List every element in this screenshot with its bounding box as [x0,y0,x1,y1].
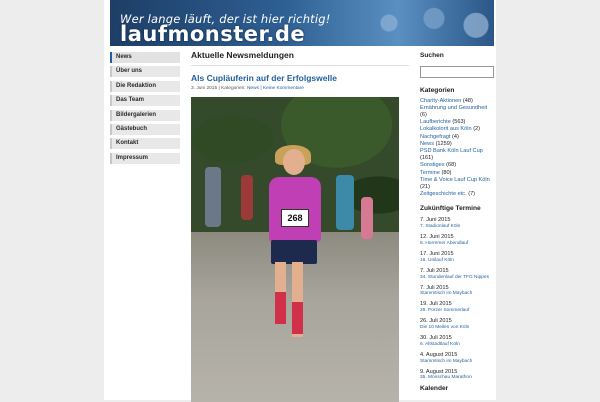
photo-bg-person [361,197,373,239]
category-item [420,105,492,119]
category-count: (48) [462,97,473,104]
category-link[interactable]: Ernährung und Gesundheit [420,104,488,111]
category-link[interactable]: Charity-Aktionen [420,97,462,104]
nav-item-bildergalerien[interactable]: Bildergalerien [110,110,180,121]
runner-sock [275,292,286,324]
event-date: 4. August 2015 [420,351,458,358]
event-link[interactable]: 6. Altstadtlauf Köln [420,341,460,347]
category-link[interactable]: Termine [420,169,440,176]
event-date: 9. August 2015 [420,368,458,375]
event-link[interactable]: 16. Unilauf Köln [420,257,454,263]
category-count: (68) [446,162,457,169]
event-item [420,318,492,331]
categories-title: Kategorien [420,86,455,94]
meta-separator: | [218,86,222,91]
event-item [420,352,492,365]
nav-item-redaktion[interactable]: Die Redaktion [110,81,180,92]
event-link[interactable]: 8. Horremer Abendlauf [420,240,469,246]
post-photo-runner[interactable] [191,97,399,402]
event-item [420,369,492,382]
main-navigation [110,52,180,167]
event-link[interactable]: 7. Stadionlauf Köln [420,224,461,230]
post-categories-label: Kategorien: [221,86,246,91]
category-link[interactable]: Lokalkolorit aus Köln [420,126,472,133]
search-input[interactable] [420,66,494,78]
category-item [420,126,492,133]
post-title-link[interactable]: Als Cupläuferin auf der Erfolgswelle [191,73,337,83]
nav-item-impressum[interactable]: Impressum [110,153,180,164]
category-item [420,119,492,126]
category-item [420,134,492,141]
category-count: (563) [452,119,466,126]
nav-item-gaestebuch[interactable]: Gästebuch [110,124,180,135]
category-link[interactable]: Nachgefragt [420,133,451,140]
event-date: 7. Juli 2015 [420,284,449,291]
category-link[interactable]: Sonstiges [420,162,445,169]
event-link[interactable]: Stammtisch im Maybach [420,291,473,297]
category-count: (2) [473,126,481,133]
event-item [420,335,492,348]
category-count: (1259) [435,140,452,147]
category-link[interactable]: PSD Bank Köln Lauf Cup [420,147,483,154]
category-item [420,162,492,169]
event-link[interactable]: Stammtisch im Maybach [420,358,473,364]
header-runners-photo [344,0,494,46]
event-item [420,285,492,298]
event-link[interactable]: 35. Monschau Marathon [420,375,472,381]
category-item [420,177,492,191]
runner-bib-number: 268 [281,209,309,227]
event-item [420,268,492,281]
nav-item-ueber-uns[interactable]: Über uns [110,66,180,77]
category-count: (80) [441,169,452,176]
category-link[interactable]: Time & Voice Lauf Cup Köln [420,176,490,183]
event-item [420,251,492,264]
photo-bg-person [336,175,354,230]
runner-head [283,149,305,175]
events-list [420,217,492,381]
header-slogan: Wer lange läuft, der ist hier richtig! [120,12,331,26]
category-link[interactable]: News [420,140,434,147]
category-count: (21) [420,183,430,190]
category-item [420,148,492,162]
post-date: 3. Juni 2015 [191,86,218,91]
category-link[interactable]: Laufberichte [420,119,451,126]
category-item [420,170,492,177]
event-date: 19. Juli 2015 [420,301,452,308]
nav-item-kontakt[interactable]: Kontakt [110,138,180,149]
category-count: (7) [468,191,476,198]
event-item [420,234,492,247]
category-count: (161) [420,155,434,162]
main-content [191,50,409,402]
site-header-banner[interactable] [110,0,494,46]
event-date: 7. Juni 2015 [420,217,451,224]
post-comments-link[interactable]: Keine Kommentare [262,86,304,91]
category-link[interactable]: Zeitgeschichte etc. [420,191,467,198]
runner-sock [292,302,303,334]
search-title: Suchen [420,52,444,59]
site-logo[interactable]: laufmonster.de [120,22,306,46]
meta-separator: | [260,86,263,91]
category-item [420,98,492,105]
event-item [420,301,492,314]
nav-item-news[interactable]: News [110,52,180,63]
event-date: 12. Juni 2015 [420,234,454,241]
post-meta [191,86,409,91]
page-container [104,0,496,400]
category-item [420,191,492,198]
events-title: Zukünftige Termine [420,205,481,213]
photo-bg-person [205,167,221,227]
sidebar [420,52,492,396]
photo-bg-person [241,175,253,220]
event-date: 30. Juli 2015 [420,334,452,341]
event-link[interactable]: 34. Stundenlauf der TFG Nippes [420,274,489,280]
post-category-link[interactable]: News [246,86,259,91]
section-title: Aktuelle Newsmeldungen [191,50,409,66]
categories-list [420,98,492,199]
category-count: (4) [452,133,459,140]
category-item [420,141,492,148]
event-link[interactable]: Die 10 Meilen von Köln [420,324,470,330]
event-date: 17. Juni 2015 [420,250,454,257]
calendar-title: Kalender [420,385,449,393]
event-link[interactable]: 26. Porzer Sommerlauf [420,308,470,314]
event-date: 7. Juli 2015 [420,267,449,274]
runner-shorts [271,240,317,264]
event-date: 26. Juli 2015 [420,318,452,325]
nav-item-team[interactable]: Das Team [110,95,180,106]
event-item [420,217,492,230]
category-count: (6) [420,111,427,118]
